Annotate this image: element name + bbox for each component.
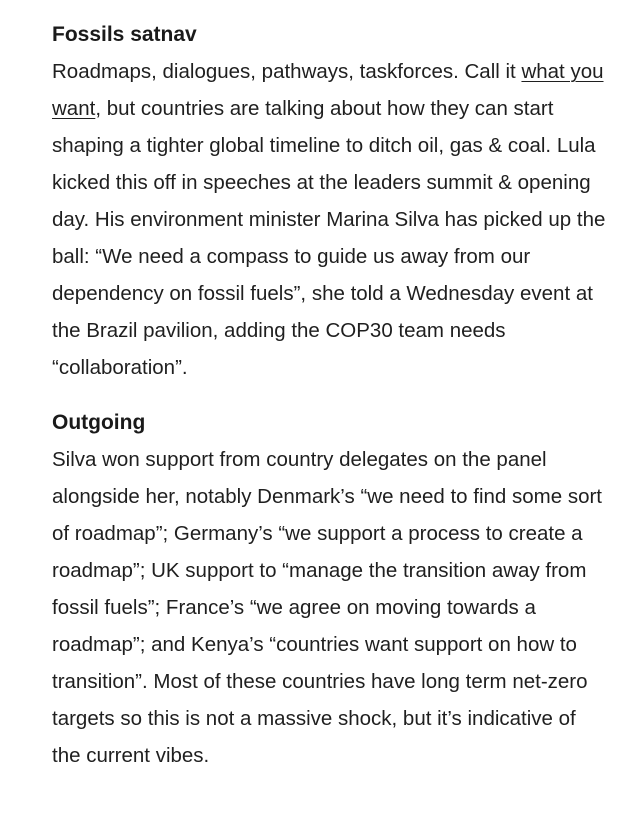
section-paragraph bbox=[52, 53, 608, 386]
section-heading: Outgoing bbox=[52, 411, 146, 434]
article-body bbox=[52, 16, 608, 774]
section-paragraph: Silva won support from country delegates on the panel alongside her, notably Denmark’s “we need to find some sort of roadmap”; Germany’s “we support a process to create a roadmap”; UK support to “manage the transition away from fossil fuels”; France’s “we agree on moving towards a roadmap”; and Kenya’s “countries want support on how to transition”. Most of these countries have long term net-zero targets so this is not a massive shock, but it’s indicative of the current vibes. bbox=[52, 448, 603, 767]
section-fossils-satnav bbox=[52, 16, 608, 386]
paragraph-text: , but countries are talking about how they can start shaping a tighter global timeline to ditch oil, gas & coal. Lula kicked this off in speeches at the leaders summit & opening day. His environment minister Marina Silva has picked up the ball: “We need a compass to guide us away from our dependency on fossil fuels”, she told a Wednesday event at the Brazil pavilion, adding the COP30 team needs “collaboration”. bbox=[52, 97, 606, 379]
paragraph-text: Roadmaps, dialogues, pathways, taskforces. Call it bbox=[52, 60, 522, 83]
section-outgoing bbox=[52, 404, 608, 774]
what-you-want-link[interactable]: what you want bbox=[52, 60, 604, 120]
section-heading: Fossils satnav bbox=[52, 23, 197, 46]
